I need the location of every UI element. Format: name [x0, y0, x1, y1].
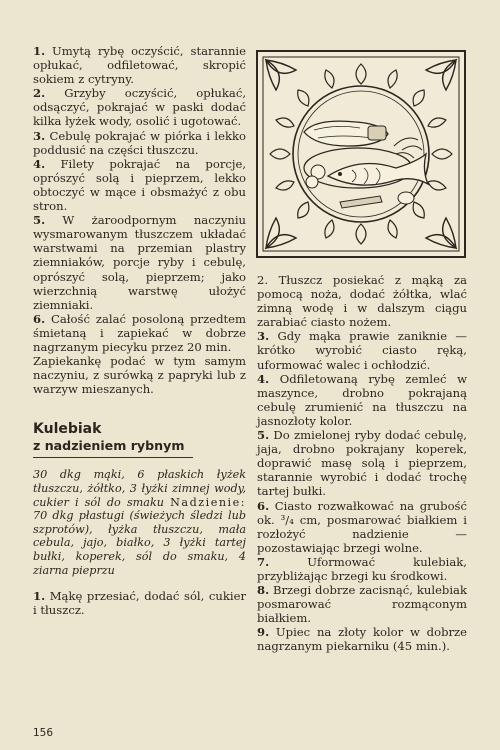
kulebiak-step-2: 2. Tłuszcz posiekać z mąką za pomocą noża, dodać żółtka, wlać zimną wodę i w dalszym ciągu zarabiać ciasto nożem.	[257, 273, 467, 330]
ingredients-list	[33, 468, 246, 577]
left-column	[33, 44, 246, 617]
kulebiak-step-9: 9. Upiec na złoty kolor w dobrze nagrzanym piekarniku (45 min.).	[257, 625, 467, 654]
recipe-subtitle: z nadzieniem rybnym	[33, 438, 193, 458]
fish-dish-illustration-icon	[256, 50, 466, 258]
step-6: 6. Całość zalać posoloną przedtem śmietaną i zapiekać w dobrze nagrzanym piecyku przez 20 min.	[33, 311, 247, 354]
kulebiak-step-3: 3. Gdy mąka prawie zaniknie — krótko wyrobić ciasto ręką, uformować walec i ochłodzić.	[257, 329, 467, 372]
kulebiak-step-7: 7. Uformować kulebiak, przybliżając brzegi ku środkowi.	[257, 554, 467, 583]
recipe-title: Kulebiak	[33, 421, 102, 438]
filling-label: Nadzienie:	[170, 495, 246, 509]
step-4: 4. Filety pokrajać na porcje, oprószyć solą i pieprzem, lekko obtoczyć w mące i obsmażyć z obu stron.	[33, 156, 246, 214]
kulebiak-step-5: 5. Do zmielonej ryby dodać cebulę, jaja, drobno pokrajany koperek, doprawić masę solą i pieprzem, starannie wyrobić i dodać trochę tartej bułki.	[257, 428, 467, 499]
step-5: 5. W żaroodpornym naczyniu wysmarowanym tłuszczem układać warstwami na przemian plastry ziemniaków, porcje ryby i cebulę, oprószyć solą, pieprzem; jako wierzchnią warstwę ułożyć ziemniaki.	[33, 213, 247, 312]
ingredients-dough: 30 dkg mąki, 6 płaskich łyżek tłuszczu, żółtko, 3 łyżki zimnej wody, cukier i sól do smaku	[33, 468, 246, 509]
step-2: 2. Grzyby oczyścić, opłukać, odsączyć, pokrajać w paski dodać kilka łyżek wody, osolić i ugotować.	[33, 86, 247, 129]
kulebiak-step-4: 4. Odfiletowaną rybę zemleć w maszynce, drobno pokrajaną cebulę zrumienić na tłuszczu na jasnozłoty kolor.	[257, 371, 467, 428]
step-3: 3. Cebulę pokrajać w piórka i lekko poddusić na części tłuszczu.	[33, 128, 247, 157]
serving-note: Zapiekankę podać w tym samym naczyniu, z surówką z papryki lub z warzyw mieszanych.	[33, 354, 246, 397]
step-1: 1. Umytą rybę oczyścić, starannie opłukać, odfiletować, skropić sokiem z cytryny.	[33, 44, 246, 87]
kulebiak-step-8: 8. Brzegi dobrze zacisnąć, kulebiak posmarować rozmąconym białkiem.	[257, 583, 467, 626]
ingredients-filling: 70 dkg płastugi (świeżych śledzi lub szprotów), łyżka tłuszczu, mała cebula, jajo, białko, 3 łyżki tartej bułki, koperek, sól do smaku, 4 ziarna pieprzu	[33, 509, 246, 577]
kulebiak-step-1: 1. Mąkę przesiać, dodać sól, cukier i tłuszcz.	[33, 589, 246, 618]
page-number: 156	[33, 727, 54, 739]
kulebiak-step-6: 6. Ciasto rozwałkować na grubość ok. ³/₄ cm, posmarować białkiem i rozłożyć nadzienie — pozostawiając brzegi wolne.	[257, 498, 467, 555]
right-column	[257, 273, 467, 654]
recipe-heading	[33, 420, 246, 458]
